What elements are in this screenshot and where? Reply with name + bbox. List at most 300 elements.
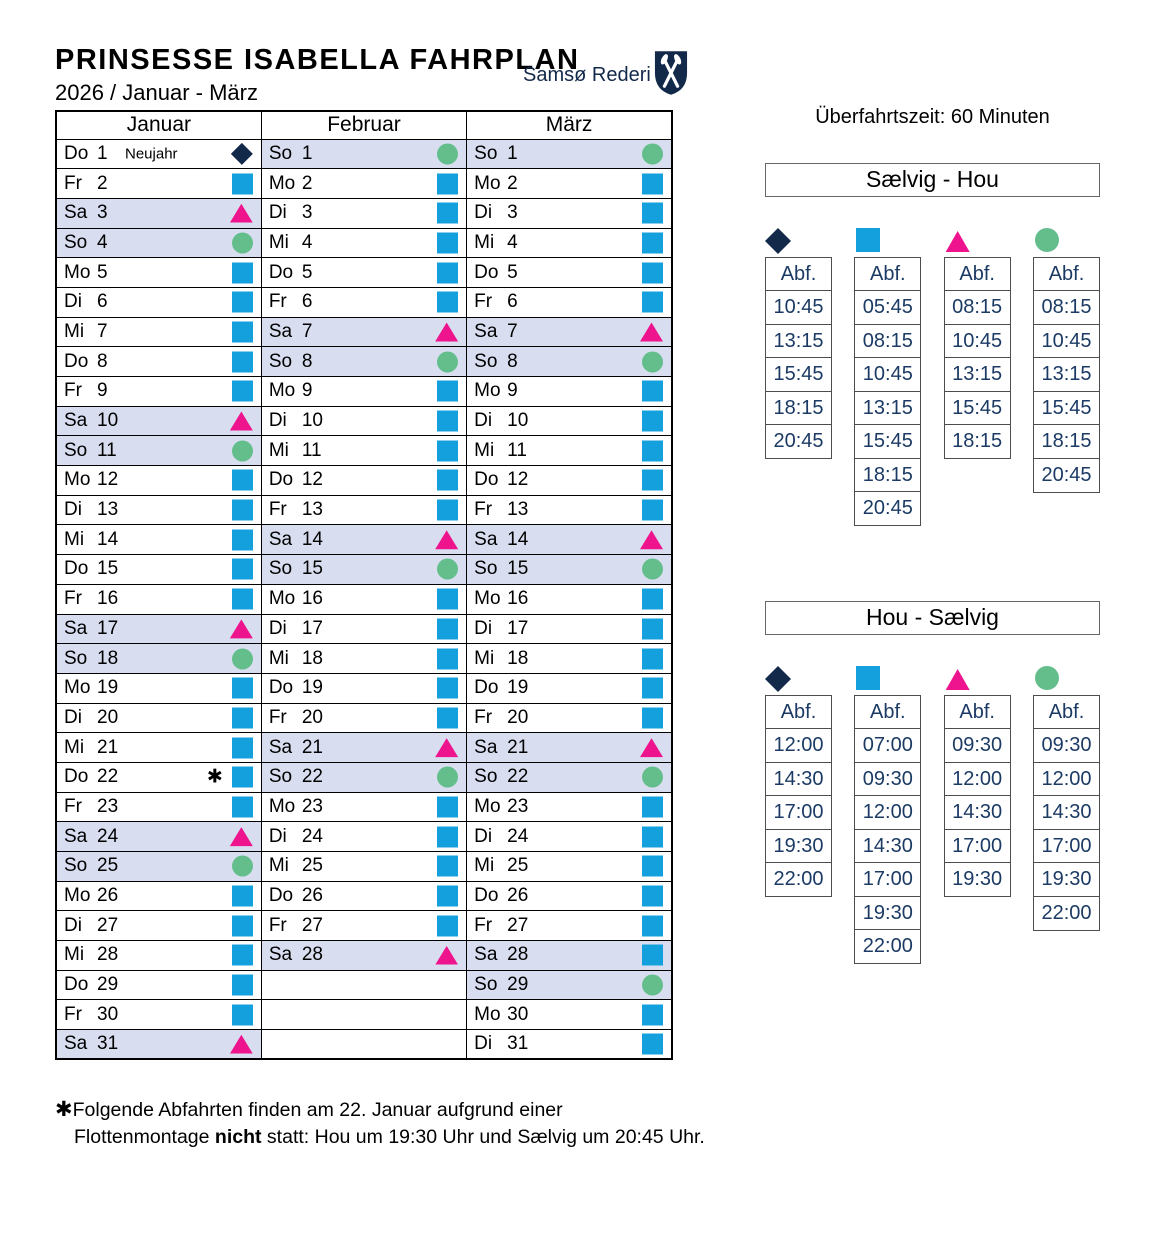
square-icon bbox=[437, 440, 458, 461]
day-cell bbox=[261, 495, 466, 525]
triangle-icon bbox=[230, 204, 253, 223]
day-abbrev: Di bbox=[64, 914, 82, 936]
day-number: 23 bbox=[301, 795, 323, 817]
square-icon bbox=[437, 381, 458, 402]
day-number: 8 bbox=[507, 350, 518, 372]
departure-time: 18:15 bbox=[854, 458, 921, 493]
triangle-icon bbox=[640, 322, 663, 341]
calendar-row bbox=[56, 852, 672, 882]
day-number: 3 bbox=[507, 202, 518, 224]
day-cell bbox=[261, 792, 466, 822]
crossing-time-note: Überfahrtszeit: 60 Minuten bbox=[815, 106, 1050, 128]
day-cell bbox=[467, 317, 672, 347]
day-abbrev: Do bbox=[268, 469, 294, 491]
calendar-row bbox=[56, 198, 672, 228]
day-number: 5 bbox=[507, 261, 518, 283]
day-cell bbox=[261, 317, 466, 347]
day-cell bbox=[56, 584, 261, 614]
day-number: 1 bbox=[97, 142, 108, 164]
square-icon bbox=[437, 589, 458, 610]
day-number: 10 bbox=[301, 410, 323, 432]
triangle-icon bbox=[230, 412, 253, 431]
day-abbrev: Di bbox=[268, 825, 287, 847]
calendar-row bbox=[56, 822, 672, 852]
day-number: 12 bbox=[97, 469, 119, 491]
day-cell bbox=[56, 614, 261, 644]
day-cell bbox=[56, 317, 261, 347]
calendar-row bbox=[56, 941, 672, 971]
departure-time: 12:00 bbox=[765, 728, 832, 763]
empty-cell bbox=[261, 970, 466, 1000]
day-number: 13 bbox=[301, 499, 323, 521]
day-number: 28 bbox=[507, 944, 529, 966]
day-cell bbox=[467, 911, 672, 941]
day-cell bbox=[261, 198, 466, 228]
departure-time: 15:45 bbox=[854, 424, 921, 459]
square-icon bbox=[642, 440, 663, 461]
day-abbrev: Mi bbox=[268, 647, 289, 669]
triangle-icon bbox=[946, 669, 970, 690]
diamond-icon bbox=[765, 666, 791, 692]
departure-time: 13:15 bbox=[1033, 357, 1100, 392]
month-header-januar: Januar bbox=[56, 111, 261, 139]
day-cell bbox=[467, 436, 672, 466]
day-cell bbox=[56, 198, 261, 228]
departure-time: 13:15 bbox=[765, 324, 832, 359]
square-icon bbox=[437, 173, 458, 194]
day-number: 18 bbox=[507, 647, 529, 669]
square-icon bbox=[232, 529, 253, 550]
day-cell bbox=[261, 287, 466, 317]
day-number: 26 bbox=[301, 885, 323, 907]
day-number: 6 bbox=[97, 291, 108, 313]
day-abbrev: Di bbox=[474, 1033, 493, 1055]
day-abbrev: Sa bbox=[64, 1033, 88, 1055]
day-number: 4 bbox=[507, 231, 518, 253]
route-title: Sælvig - Hou bbox=[765, 163, 1100, 197]
day-abbrev: Mo bbox=[268, 795, 296, 817]
triangle-icon bbox=[435, 322, 458, 341]
day-number: 26 bbox=[97, 885, 119, 907]
brand-name: Samsø Rederi bbox=[523, 64, 651, 86]
day-number: 1 bbox=[507, 142, 518, 164]
square-icon bbox=[232, 321, 253, 342]
departure-time: 15:45 bbox=[944, 391, 1011, 426]
day-number: 11 bbox=[97, 439, 117, 461]
departure-time: 15:45 bbox=[1033, 391, 1100, 426]
abf-header: Abf. bbox=[854, 257, 921, 292]
calendar-row bbox=[56, 436, 672, 466]
triangle-icon bbox=[435, 530, 458, 549]
departure-time: 13:15 bbox=[854, 391, 921, 426]
day-number: 29 bbox=[97, 974, 119, 996]
square-icon bbox=[642, 945, 663, 966]
day-abbrev: Fr bbox=[268, 499, 287, 521]
calendar-row bbox=[56, 911, 672, 941]
calendar-row bbox=[56, 287, 672, 317]
square-icon bbox=[232, 292, 253, 313]
day-abbrev: So bbox=[268, 350, 293, 372]
day-abbrev: Mo bbox=[268, 588, 296, 610]
day-number: 19 bbox=[507, 677, 529, 699]
day-abbrev: So bbox=[474, 974, 498, 996]
calendar-row bbox=[56, 584, 672, 614]
day-cell bbox=[467, 377, 672, 407]
calendar-row bbox=[56, 733, 672, 763]
day-abbrev: So bbox=[64, 231, 88, 253]
day-cell bbox=[56, 911, 261, 941]
day-abbrev: Mi bbox=[268, 231, 289, 253]
departure-time: 14:30 bbox=[854, 829, 921, 864]
circle-icon bbox=[642, 143, 663, 164]
day-number: 14 bbox=[97, 528, 119, 550]
day-number: 22 bbox=[97, 766, 119, 788]
departure-time: 18:15 bbox=[944, 424, 1011, 459]
departure-time: 08:15 bbox=[1033, 290, 1100, 325]
square-icon bbox=[232, 975, 253, 996]
day-cell bbox=[467, 228, 672, 258]
square-icon bbox=[642, 589, 663, 610]
day-abbrev: Mo bbox=[268, 172, 296, 194]
day-cell bbox=[261, 466, 466, 496]
brand-logo bbox=[523, 50, 688, 101]
triangle-icon bbox=[435, 946, 458, 965]
square-icon bbox=[232, 796, 253, 817]
square-icon bbox=[232, 173, 253, 194]
day-abbrev: So bbox=[64, 647, 88, 669]
departure-time: 22:00 bbox=[1033, 896, 1100, 931]
departure-time: 22:00 bbox=[765, 862, 832, 897]
day-number: 17 bbox=[97, 617, 119, 639]
square-icon bbox=[437, 886, 458, 907]
day-cell bbox=[467, 198, 672, 228]
square-icon bbox=[232, 500, 253, 521]
day-cell bbox=[467, 733, 672, 763]
circle-icon bbox=[1035, 666, 1059, 690]
day-abbrev: Do bbox=[268, 885, 294, 907]
departure-time: 13:15 bbox=[944, 357, 1011, 392]
day-abbrev: Fr bbox=[268, 706, 287, 728]
day-abbrev: So bbox=[64, 439, 88, 461]
day-abbrev: Fr bbox=[64, 172, 82, 194]
square-icon bbox=[232, 767, 253, 788]
departure-time: 18:15 bbox=[1033, 424, 1100, 459]
triangle-icon bbox=[230, 827, 253, 846]
day-abbrev: So bbox=[268, 142, 293, 164]
day-abbrev: Fr bbox=[474, 499, 493, 521]
departure-time: 14:30 bbox=[1033, 795, 1100, 830]
day-abbrev: Fr bbox=[64, 795, 82, 817]
day-abbrev: Sa bbox=[64, 202, 88, 224]
calendar-row bbox=[56, 377, 672, 407]
square-icon bbox=[642, 707, 663, 728]
day-cell bbox=[56, 822, 261, 852]
day-number: 25 bbox=[97, 855, 119, 877]
square-icon bbox=[232, 1004, 253, 1025]
asterisk-icon: ✱ bbox=[55, 1098, 73, 1121]
calendar-row bbox=[56, 1000, 672, 1030]
day-abbrev: Fr bbox=[64, 588, 82, 610]
day-cell bbox=[261, 941, 466, 971]
departure-time: 19:30 bbox=[765, 829, 832, 864]
day-number: 12 bbox=[301, 469, 323, 491]
day-number: 10 bbox=[507, 410, 529, 432]
day-abbrev: Fr bbox=[474, 914, 493, 936]
square-icon bbox=[232, 707, 253, 728]
day-number: 10 bbox=[97, 410, 119, 432]
empty-cell bbox=[261, 1030, 466, 1060]
departure-time: 09:30 bbox=[854, 762, 921, 797]
square-icon bbox=[642, 915, 663, 936]
square-icon bbox=[642, 292, 663, 313]
day-cell bbox=[467, 762, 672, 792]
calendar-row bbox=[56, 169, 672, 199]
day-number: 9 bbox=[97, 380, 108, 402]
day-cell bbox=[261, 822, 466, 852]
square-icon bbox=[642, 173, 663, 194]
day-number: 22 bbox=[301, 766, 323, 788]
square-icon bbox=[437, 618, 458, 639]
day-cell bbox=[261, 852, 466, 882]
calendar-row bbox=[56, 762, 672, 792]
day-cell bbox=[56, 881, 261, 911]
day-cell bbox=[56, 703, 261, 733]
day-abbrev: So bbox=[474, 766, 498, 788]
square-icon bbox=[642, 203, 663, 224]
abf-header: Abf. bbox=[944, 257, 1011, 292]
day-abbrev: Mo bbox=[474, 380, 501, 402]
day-cell bbox=[56, 673, 261, 703]
departure-time: 10:45 bbox=[765, 290, 832, 325]
departure-column-square bbox=[854, 666, 921, 964]
day-abbrev: Sa bbox=[474, 944, 498, 966]
day-abbrev: Mo bbox=[474, 1003, 501, 1025]
day-cell bbox=[56, 139, 261, 169]
departure-time: 08:15 bbox=[854, 324, 921, 359]
day-number: 21 bbox=[301, 736, 323, 758]
departure-time: 20:45 bbox=[854, 491, 921, 526]
departure-column-circle bbox=[1033, 228, 1100, 526]
square-icon bbox=[437, 232, 458, 253]
departure-time: 14:30 bbox=[944, 795, 1011, 830]
day-abbrev: Do bbox=[64, 350, 89, 372]
day-cell bbox=[56, 466, 261, 496]
day-number: 15 bbox=[97, 558, 119, 580]
day-abbrev: Mo bbox=[474, 588, 501, 610]
day-abbrev: Do bbox=[474, 885, 499, 907]
day-number: 19 bbox=[97, 677, 119, 699]
day-cell bbox=[467, 673, 672, 703]
day-number: 30 bbox=[97, 1003, 119, 1025]
day-number: 22 bbox=[507, 766, 529, 788]
square-icon bbox=[232, 262, 253, 283]
departure-time: 12:00 bbox=[944, 762, 1011, 797]
day-number: 4 bbox=[301, 231, 313, 253]
day-abbrev: Sa bbox=[268, 944, 293, 966]
day-abbrev: Sa bbox=[268, 320, 293, 342]
departure-column-triangle bbox=[944, 666, 1011, 964]
day-number: 25 bbox=[301, 855, 323, 877]
calendar-row bbox=[56, 614, 672, 644]
square-icon bbox=[642, 618, 663, 639]
day-cell bbox=[56, 406, 261, 436]
day-abbrev: Fr bbox=[268, 914, 287, 936]
day-cell bbox=[467, 881, 672, 911]
circle-icon bbox=[642, 975, 663, 996]
day-number: 5 bbox=[301, 261, 313, 283]
departure-column-triangle bbox=[944, 228, 1011, 526]
day-abbrev: So bbox=[268, 558, 293, 580]
day-number: 15 bbox=[507, 558, 529, 580]
square-icon bbox=[437, 826, 458, 847]
footnote-line2: Flottenmontage nicht statt: Hou um 19:30 Uhr und Sælvig um 20:45 Uhr. bbox=[74, 1126, 705, 1148]
abf-header: Abf. bbox=[854, 695, 921, 730]
day-cell bbox=[261, 406, 466, 436]
square-icon bbox=[642, 500, 663, 521]
departure-time: 22:00 bbox=[854, 929, 921, 964]
day-cell bbox=[56, 941, 261, 971]
abf-header: Abf. bbox=[765, 257, 832, 292]
square-icon bbox=[437, 411, 458, 432]
square-icon bbox=[232, 915, 253, 936]
square-icon bbox=[437, 203, 458, 224]
day-cell bbox=[261, 139, 466, 169]
calendar-row bbox=[56, 970, 672, 1000]
square-icon bbox=[232, 351, 253, 372]
day-number: 24 bbox=[97, 825, 119, 847]
day-abbrev: So bbox=[268, 766, 293, 788]
departure-time: 07:00 bbox=[854, 728, 921, 763]
day-cell bbox=[261, 169, 466, 199]
circle-icon bbox=[232, 232, 253, 253]
departure-columns bbox=[765, 666, 1100, 964]
day-number: 7 bbox=[97, 320, 108, 342]
empty-cell bbox=[261, 1000, 466, 1030]
day-number: 28 bbox=[301, 944, 323, 966]
square-icon bbox=[642, 826, 663, 847]
day-cell bbox=[467, 139, 672, 169]
footnote-line1: ✱Folgende Abfahrten finden am 22. Januar aufgrund einer bbox=[55, 1098, 563, 1121]
day-cell bbox=[56, 377, 261, 407]
day-abbrev: So bbox=[474, 558, 498, 580]
departure-time: 08:15 bbox=[944, 290, 1011, 325]
abf-header: Abf. bbox=[1033, 695, 1100, 730]
day-abbrev: Mo bbox=[64, 261, 91, 283]
day-cell bbox=[261, 258, 466, 288]
route-title: Hou - Sælvig bbox=[765, 601, 1100, 635]
square-icon bbox=[642, 381, 663, 402]
page-subtitle: 2026 / Januar - März bbox=[55, 80, 258, 105]
day-cell bbox=[261, 377, 466, 407]
day-number: 16 bbox=[301, 588, 323, 610]
day-cell bbox=[261, 436, 466, 466]
calendar-row bbox=[56, 644, 672, 674]
day-number: 11 bbox=[301, 439, 322, 461]
departure-time: 09:30 bbox=[944, 728, 1011, 763]
circle-icon bbox=[437, 559, 458, 580]
day-number: 23 bbox=[507, 795, 529, 817]
day-cell bbox=[56, 644, 261, 674]
day-abbrev: Sa bbox=[268, 528, 293, 550]
departure-time: 19:30 bbox=[1033, 862, 1100, 897]
day-abbrev: Mi bbox=[64, 320, 85, 342]
day-number: 21 bbox=[507, 736, 529, 758]
day-cell bbox=[467, 466, 672, 496]
departure-columns bbox=[765, 228, 1100, 526]
month-header-februar: Februar bbox=[261, 111, 466, 139]
day-abbrev: Mo bbox=[64, 885, 91, 907]
departure-time: 10:45 bbox=[1033, 324, 1100, 359]
day-cell bbox=[467, 525, 672, 555]
abf-header: Abf. bbox=[944, 695, 1011, 730]
departure-time: 17:00 bbox=[854, 862, 921, 897]
day-number: 18 bbox=[97, 647, 119, 669]
day-cell bbox=[261, 525, 466, 555]
day-cell bbox=[467, 792, 672, 822]
day-number: 1 bbox=[301, 142, 313, 164]
holiday-label: Neujahr bbox=[125, 145, 178, 163]
square-icon bbox=[856, 666, 880, 690]
day-cell bbox=[261, 911, 466, 941]
day-number: 23 bbox=[97, 795, 119, 817]
triangle-icon bbox=[640, 530, 663, 549]
abf-header: Abf. bbox=[765, 695, 832, 730]
day-abbrev: Mo bbox=[474, 172, 501, 194]
square-icon bbox=[437, 470, 458, 491]
day-cell bbox=[467, 406, 672, 436]
square-icon bbox=[437, 915, 458, 936]
day-number: 20 bbox=[97, 706, 119, 728]
square-icon bbox=[642, 678, 663, 699]
square-icon bbox=[232, 945, 253, 966]
day-cell bbox=[56, 228, 261, 258]
day-abbrev: So bbox=[64, 855, 88, 877]
day-abbrev: Do bbox=[64, 142, 89, 164]
square-icon bbox=[642, 470, 663, 491]
square-icon bbox=[642, 232, 663, 253]
day-number: 28 bbox=[97, 944, 119, 966]
departure-column-diamond bbox=[765, 666, 832, 964]
square-icon bbox=[232, 559, 253, 580]
day-cell bbox=[467, 644, 672, 674]
day-abbrev: Sa bbox=[64, 617, 88, 639]
calendar-table bbox=[55, 110, 673, 1060]
triangle-icon bbox=[435, 738, 458, 757]
departure-time: 20:45 bbox=[765, 424, 832, 459]
departure-time: 05:45 bbox=[854, 290, 921, 325]
day-abbrev: Fr bbox=[268, 291, 287, 313]
calendar-row bbox=[56, 406, 672, 436]
triangle-icon bbox=[640, 738, 663, 757]
day-number: 27 bbox=[97, 914, 119, 936]
calendar-row bbox=[56, 881, 672, 911]
departure-time: 09:30 bbox=[1033, 728, 1100, 763]
day-number: 4 bbox=[97, 231, 108, 253]
square-icon bbox=[232, 589, 253, 610]
square-icon bbox=[232, 678, 253, 699]
day-abbrev: Sa bbox=[474, 528, 498, 550]
day-cell bbox=[261, 733, 466, 763]
day-abbrev: Mo bbox=[474, 795, 501, 817]
day-number: 11 bbox=[507, 439, 527, 461]
calendar-row bbox=[56, 317, 672, 347]
square-icon bbox=[232, 737, 253, 758]
day-number: 9 bbox=[507, 380, 518, 402]
departure-column-circle bbox=[1033, 666, 1100, 964]
day-number: 20 bbox=[507, 706, 529, 728]
square-icon bbox=[642, 1034, 663, 1055]
departure-time: 10:45 bbox=[854, 357, 921, 392]
